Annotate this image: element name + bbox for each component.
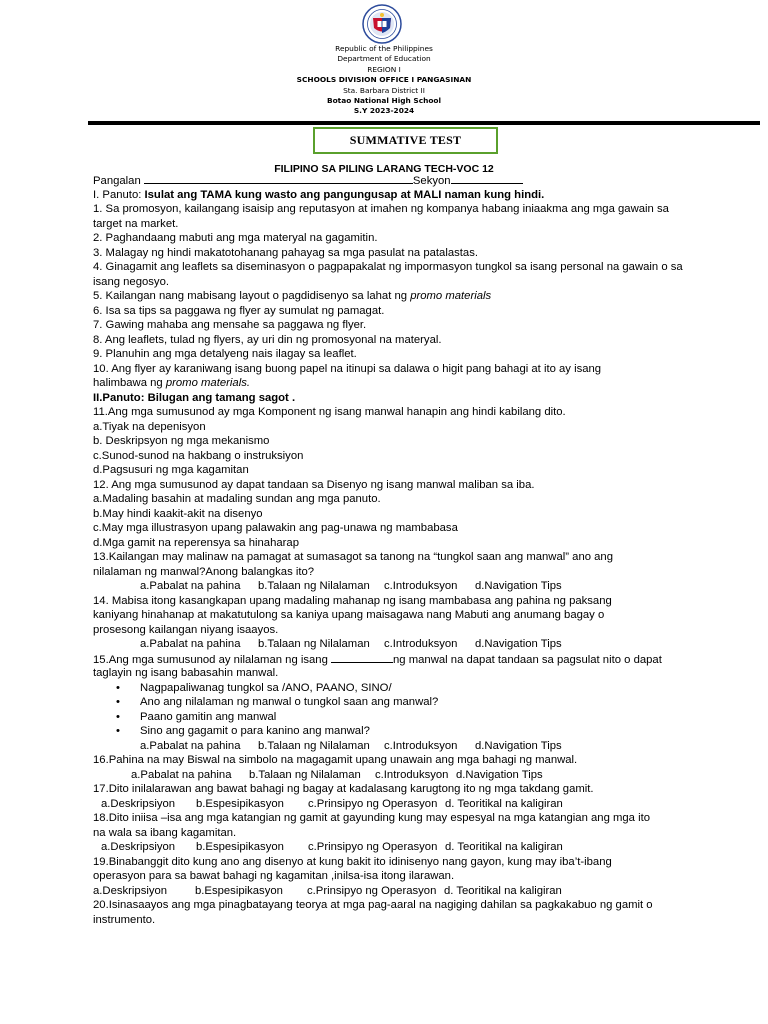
- part1-instruction-text: Isulat ang TAMA kung wasto ang pangungusap at MALI naman kung hindi.: [144, 188, 545, 201]
- q12-choice-d[interactable]: d.Mga gamit na reperensya sa hinaharap: [93, 536, 299, 549]
- question-17: 17.Dito inilalarawan ang bawat bahagi ng bagay at kadalasang karugtong ito ng mga takdang gamit.: [93, 783, 594, 795]
- q17-choices: [93, 797, 683, 812]
- q16-choice-d[interactable]: d.Navigation Tips: [456, 768, 543, 781]
- q15-bullet-2: • Ano ang nilalaman ng manwal o tungkol saan ang manwal?: [116, 696, 439, 708]
- name-blank[interactable]: [144, 173, 413, 184]
- q14-choices: [93, 637, 683, 652]
- q14-choice-b[interactable]: b.Talaan ng Nilalaman: [258, 638, 370, 650]
- letterhead: [0, 44, 768, 117]
- item-9: 9. Planuhin ang mga detalyeng nais ilagay sa leaflet.: [93, 348, 357, 360]
- q11-choice-d[interactable]: d.Pagsusuri ng mga kagamitan: [93, 464, 249, 476]
- question-18-line1: 18.Dito iniisa –isa ang mga katangian ng gamit at gayunding kung may espesyal na mga katangian ang mga ito: [93, 812, 651, 824]
- letterhead-district: Sta. Barbara District II: [343, 85, 425, 95]
- q12-choice-c[interactable]: c.May mga illustrasyon upang palawakin ang pag-unawa ng mambabasa: [93, 522, 458, 534]
- item-8: 8. Ang leaflets, tulad ng flyers, ay uri din ng promosyonal na materyal.: [93, 333, 442, 346]
- question-19-line1: 19.Binabanggit dito kung ano ang disenyo at kung bakit ito idinisenyo nang gayon, kung may iba’t-ibang: [93, 855, 612, 868]
- item-6: 6. Isa sa tips sa paggawa ng flyer ay sumulat ng pamagat.: [93, 304, 385, 317]
- deped-seal-icon: [362, 4, 402, 44]
- q13-choice-b[interactable]: b.Talaan ng Nilalaman: [258, 580, 370, 592]
- letterhead-school-year: S.Y 2023-2024: [353, 106, 415, 116]
- name-line: [93, 173, 683, 188]
- item-2: 2. Paghandaang mabuti ang mga materyal na gagamitin.: [93, 232, 378, 244]
- test-title-box: [313, 127, 498, 154]
- question-16: 16.Pahina na may Biswal na simbolo na magagamit upang unawain ang mga bahagi ng manwal.: [93, 754, 578, 766]
- q15-blank[interactable]: [331, 652, 393, 663]
- letterhead-division: SCHOOLS DIVISION OFFICE I PANGASINAN: [296, 75, 472, 85]
- q13-choice-a[interactable]: a.Pabalat na pahina: [140, 580, 241, 592]
- letterhead-school: Botao National High School: [326, 96, 442, 106]
- question-11: 11.Ang mga sumusunod ay mga Komponent ng isang manwal hanapin ang hindi kabilang dito.: [93, 406, 566, 418]
- q16-choice-c[interactable]: c.Introduksyon: [375, 768, 449, 781]
- question-12: 12. Ang mga sumusunod ay dapat tandaan sa Disenyo ng isang manwal maliban sa iba.: [93, 478, 535, 491]
- q14-choice-d[interactable]: d.Navigation Tips: [475, 638, 562, 650]
- question-18-line2: na wala sa ibang kagamitan.: [93, 826, 237, 839]
- question-20-line1: 20.Isinasaayos ang mga pinagbatayang teorya at mga pag-aaral na nagiging dahilan sa pagkakabuo ng gamit o: [93, 899, 653, 911]
- q15-choice-c[interactable]: c.Introduksyon: [384, 739, 458, 752]
- question-14-line3: prosesong kailangan niyang isaayos.: [93, 623, 279, 636]
- bullet-icon: •: [116, 681, 120, 694]
- q18-choice-c[interactable]: c.Prinsipyo ng Operasyon: [308, 841, 438, 853]
- q18-choices: [93, 840, 683, 855]
- section-label: Sekyon: [412, 175, 451, 187]
- question-14-line2: kaniyang hinahanap at makatutulong sa kaniya upang maisagawa nang Mabuti ang anumang bagay o: [93, 609, 605, 621]
- q12-choice-a[interactable]: a.Madaling basahin at madaling sundan ang mga panuto.: [93, 493, 381, 505]
- item-10-line1: 10. Ang flyer ay karaniwang isang buong papel na itinupi sa dalawa o higit pang bahagi at ito ay isang: [93, 362, 602, 375]
- q19-choice-b[interactable]: b.Espesipikasyon: [195, 884, 283, 897]
- q17-choice-b[interactable]: b.Espesipikasyon: [196, 797, 284, 810]
- subject-title: FILIPINO SA PILING LARANG TECH-VOC 12: [274, 163, 494, 175]
- q18-choice-d[interactable]: d. Teoritikal na kaligiran: [445, 841, 563, 853]
- q13-choice-c[interactable]: c.Introduksyon: [384, 580, 458, 592]
- question-19-line2: operasyon para sa bawat bahagi ng kagamitan ,inilsa-isa itong ilarawan.: [93, 870, 455, 882]
- question-13-line2: nilalaman ng manwal?Anong balangkas ito?: [93, 565, 315, 578]
- letterhead-region: REGION I: [367, 64, 401, 74]
- q12-choice-b[interactable]: b.May hindi kaakit-akit na disenyo: [93, 507, 263, 520]
- q14-choice-c[interactable]: c.Introduksyon: [384, 638, 458, 650]
- item-3: 3. Malagay ng hindi makatotohanang pahayag sa mga pasulat na patalastas.: [93, 246, 478, 259]
- q17-choice-a[interactable]: a.Deskripsiyon: [101, 797, 176, 810]
- q16-choices: [93, 768, 683, 783]
- test-title: SUMMATIVE TEST: [349, 133, 462, 147]
- bullet-icon: •: [116, 710, 120, 723]
- q15-choice-b[interactable]: b.Talaan ng Nilalaman: [258, 739, 370, 752]
- q19-choice-a[interactable]: a.Deskripsiyon: [93, 884, 168, 897]
- question-14-line1: 14. Mabisa itong kasangkapan upang madaling mahanap ng isang mambabasa ang pahina ng paksang: [93, 594, 612, 607]
- q11-choice-c[interactable]: c.Sunod-sunod na hakbang o instruksiyon: [93, 449, 304, 462]
- question-15-line2: taglayin ng isang babasahin manwal.: [93, 667, 279, 679]
- q16-choice-b[interactable]: b.Talaan ng Nilalaman: [249, 768, 361, 781]
- q11-choice-a[interactable]: a.Tiyak na depenisyon: [93, 420, 206, 433]
- question-20-line2: instrumento.: [93, 913, 156, 926]
- q13-choices: [93, 579, 683, 594]
- q15-bullet-3: • Paano gamitin ang manwal: [116, 710, 277, 723]
- q18-choice-a[interactable]: a.Deskripsiyon: [101, 841, 176, 853]
- q11-choice-b[interactable]: b. Deskripsyon ng mga mekanismo: [93, 435, 270, 447]
- item-10-line2: halimbawa ng promo materials.: [93, 377, 250, 389]
- q15-bullet-1: • Nagpapaliwanag tungkol sa /ANO, PAANO, SINO/: [116, 681, 392, 694]
- bullet-icon: •: [116, 725, 120, 737]
- q16-choice-a[interactable]: a.Pabalat na pahina: [131, 768, 232, 781]
- header-divider: [88, 121, 760, 125]
- name-label: Pangalan: [93, 175, 141, 187]
- q18-choice-b[interactable]: b.Espesipikasyon: [196, 841, 284, 853]
- part1-instruction: I. Panuto: Isulat ang TAMA kung wasto ang pangungusap at MALI naman kung hindi.: [93, 188, 545, 201]
- item-5: 5. Kailangan nang mabisang layout o pagdidisenyo sa lahat ng promo materials: [93, 290, 492, 302]
- item-7: 7. Gawing mahaba ang mensahe sa paggawa ng flyer.: [93, 319, 367, 331]
- item-4: 4. Ginagamit ang leaflets sa diseminasyon o pagpapakalat ng impormasyon tungkol sa isang personal na gawain o sa isang negosyo.: [93, 261, 683, 288]
- q13-choice-d[interactable]: d.Navigation Tips: [475, 580, 562, 592]
- q17-choice-d[interactable]: d. Teoritikal na kaligiran: [445, 797, 563, 810]
- q19-choices: [93, 884, 683, 899]
- bullet-icon: •: [116, 696, 120, 708]
- letterhead-country: Republic of the Philippines: [335, 44, 433, 53]
- test-body: [93, 173, 683, 927]
- question-13-line1: 13.Kailangan may malinaw na pamagat at sumasagot sa tanong na “tungkol saan ang manwal” ano ang: [93, 551, 613, 563]
- q19-choice-c[interactable]: c.Prinsipyo ng Operasyon: [307, 884, 437, 897]
- q17-choice-c[interactable]: c.Prinsipyo ng Operasyon: [308, 797, 438, 810]
- q15-bullet-4: • Sino ang gagamit o para kanino ang manwal?: [116, 725, 370, 737]
- item-1: 1. Sa promosyon, kailangang isaisip ang reputasyon at imahen ng kompanya habang iniaakma ang mga gawain sa target na market.: [93, 203, 669, 230]
- q15-choice-a[interactable]: a.Pabalat na pahina: [140, 739, 241, 752]
- q15-choice-d[interactable]: d.Navigation Tips: [475, 739, 562, 752]
- section-blank[interactable]: [451, 173, 523, 184]
- q15-choices: [93, 739, 683, 754]
- q19-choice-d[interactable]: d. Teoritikal na kaligiran: [444, 884, 562, 897]
- part2-heading: II.Panuto: Bilugan ang tamang sagot .: [93, 391, 296, 404]
- question-15-line1: 15.Ang mga sumusunod ay nilalaman ng isang ng manwal na dapat tandaan sa pagsulat nito o dapat: [93, 653, 662, 666]
- q14-choice-a[interactable]: a.Pabalat na pahina: [140, 638, 241, 650]
- letterhead-department: Department of Education: [337, 54, 431, 64]
